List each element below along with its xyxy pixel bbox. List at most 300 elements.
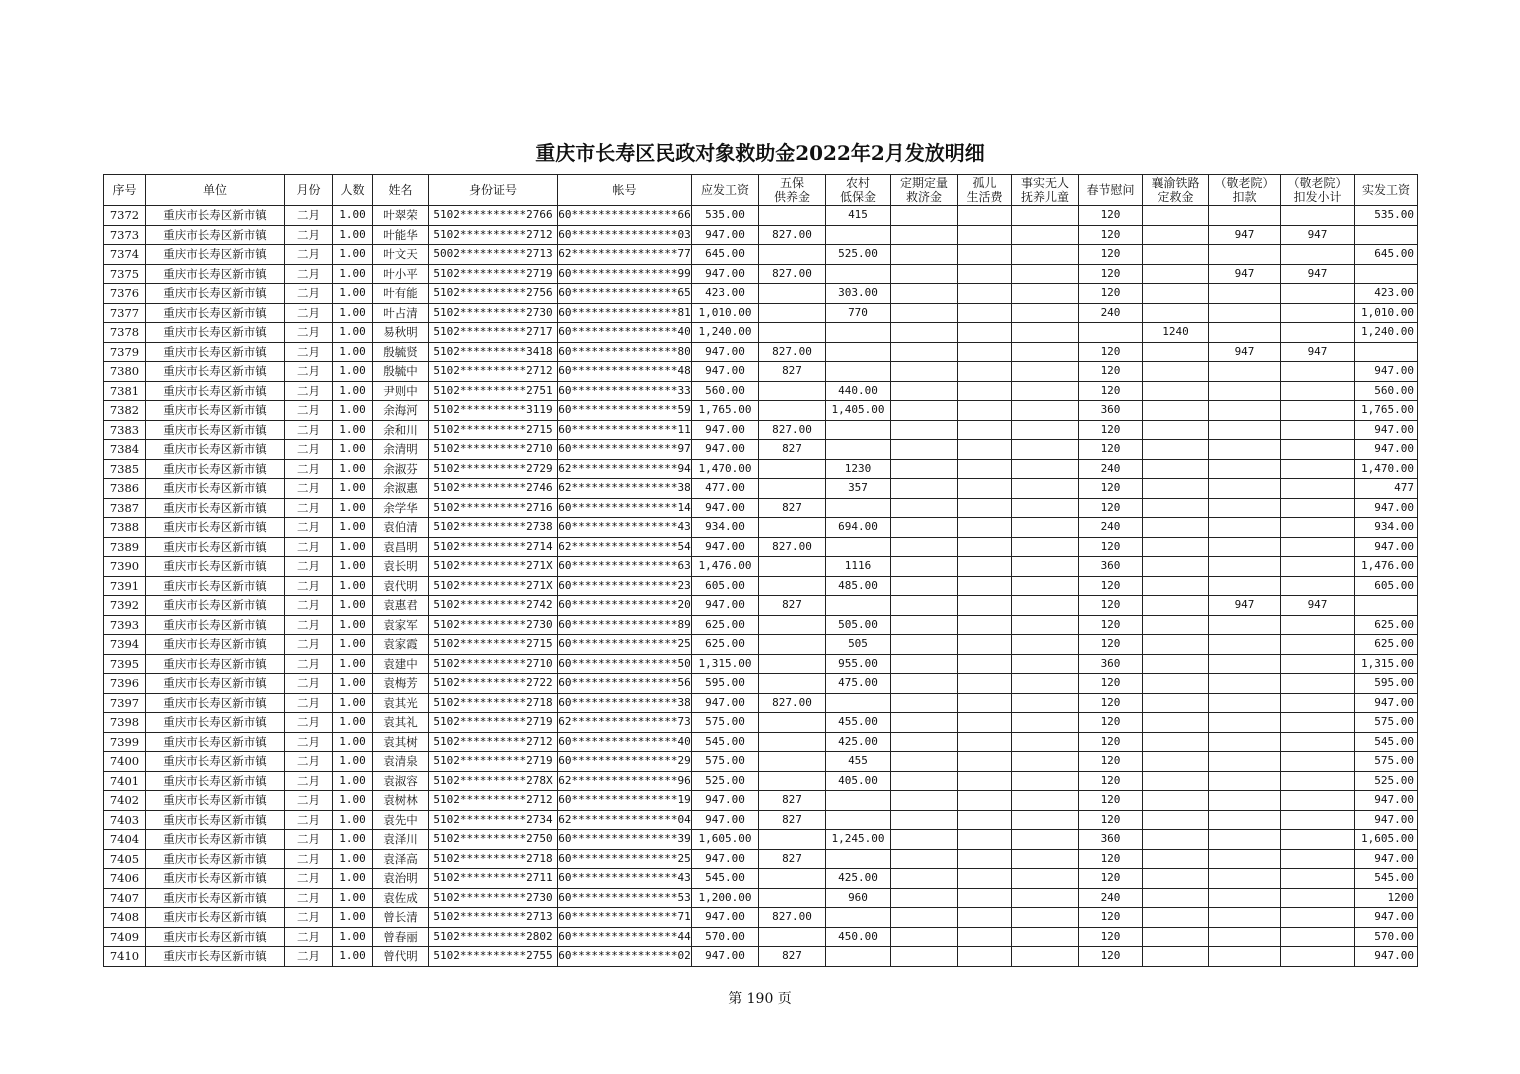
table-cell (891, 576, 958, 596)
table-cell: 曾代明 (373, 947, 429, 967)
table-row (104, 888, 1418, 908)
table-cell (759, 888, 826, 908)
table-cell (1281, 615, 1355, 635)
table-cell: 1.00 (333, 732, 373, 752)
table-cell: 重庆市长寿区新市镇 (146, 401, 285, 421)
table-cell: 重庆市长寿区新市镇 (146, 791, 285, 811)
table-cell: 二月 (285, 654, 333, 674)
table-cell: 947.00 (692, 849, 759, 869)
table-cell: 二月 (285, 732, 333, 752)
table-cell (891, 635, 958, 655)
table-cell: 余清明 (373, 440, 429, 460)
table-cell (1143, 869, 1209, 889)
table-row (104, 947, 1418, 967)
table-cell: 1,315.00 (692, 654, 759, 674)
table-cell (958, 791, 1012, 811)
table-cell: 827 (759, 498, 826, 518)
table-cell: 5102**********278X (429, 771, 558, 791)
table-cell: 二月 (285, 459, 333, 479)
table-row (104, 342, 1418, 362)
table-cell (1281, 245, 1355, 265)
table-cell (759, 401, 826, 421)
table-cell (1209, 635, 1281, 655)
table-cell: 62****************96 (558, 771, 692, 791)
table-cell (759, 732, 826, 752)
table-cell (1209, 713, 1281, 733)
table-cell (1281, 830, 1355, 850)
table-cell: 易秋明 (373, 323, 429, 343)
table-cell (891, 518, 958, 538)
table-cell: 重庆市长寿区新市镇 (146, 888, 285, 908)
table-cell (891, 557, 958, 577)
table-row (104, 537, 1418, 557)
table-cell: 120 (1079, 947, 1143, 967)
table-cell: 60****************71 (558, 908, 692, 928)
table-cell (1209, 674, 1281, 694)
table-cell (1143, 693, 1209, 713)
table-cell (759, 245, 826, 265)
table-cell (759, 459, 826, 479)
table-cell (1012, 342, 1079, 362)
table-cell (1209, 440, 1281, 460)
table-cell: 955.00 (826, 654, 891, 674)
table-cell: 5102**********2751 (429, 381, 558, 401)
table-cell: 120 (1079, 713, 1143, 733)
table-cell: 1.00 (333, 635, 373, 655)
table-cell: 二月 (285, 323, 333, 343)
table-cell: 7379 (104, 342, 146, 362)
table-row (104, 420, 1418, 440)
table-cell: 重庆市长寿区新市镇 (146, 869, 285, 889)
table-cell: 7375 (104, 264, 146, 284)
table-cell: 62****************54 (558, 537, 692, 557)
table-cell: 605.00 (1355, 576, 1418, 596)
table-cell: 5102**********2734 (429, 810, 558, 830)
column-header: 帐号 (558, 175, 692, 206)
table-cell: 5002**********2713 (429, 245, 558, 265)
table-cell: 60****************38 (558, 693, 692, 713)
table-cell (1209, 498, 1281, 518)
table-cell (1143, 303, 1209, 323)
table-cell (1355, 225, 1418, 245)
table-cell: 7397 (104, 693, 146, 713)
table-cell: 1,010.00 (1355, 303, 1418, 323)
table-cell: 525.00 (1355, 771, 1418, 791)
table-cell: 947.00 (1355, 908, 1418, 928)
table-cell (958, 245, 1012, 265)
table-cell (1143, 518, 1209, 538)
table-cell: 叶翠荣 (373, 206, 429, 226)
table-cell (1012, 323, 1079, 343)
table-cell: 重庆市长寿区新市镇 (146, 284, 285, 304)
table-cell (958, 615, 1012, 635)
table-cell: 60****************59 (558, 401, 692, 421)
table-cell (1012, 596, 1079, 616)
table-cell: 60****************53 (558, 888, 692, 908)
table-cell (891, 459, 958, 479)
table-cell: 947 (1209, 596, 1281, 616)
table-cell: 1.00 (333, 518, 373, 538)
table-cell: 60****************48 (558, 362, 692, 382)
table-cell: 947.00 (1355, 440, 1418, 460)
table-cell: 7380 (104, 362, 146, 382)
table-cell (1209, 849, 1281, 869)
table-cell: 1.00 (333, 284, 373, 304)
table-cell (826, 693, 891, 713)
table-cell (1143, 888, 1209, 908)
table-row (104, 830, 1418, 850)
table-cell (1209, 576, 1281, 596)
column-header: 农村 低保金 (826, 175, 891, 206)
table-cell: 827 (759, 440, 826, 460)
table-cell: 5102**********2742 (429, 596, 558, 616)
table-cell: 62****************73 (558, 713, 692, 733)
table-cell (958, 869, 1012, 889)
table-cell (958, 635, 1012, 655)
table-cell: 827.00 (759, 693, 826, 713)
table-cell (958, 810, 1012, 830)
table-cell: 重庆市长寿区新市镇 (146, 381, 285, 401)
table-cell (958, 440, 1012, 460)
table-cell: 7381 (104, 381, 146, 401)
column-header: 定期定量 救济金 (891, 175, 958, 206)
table-cell: 625.00 (1355, 615, 1418, 635)
table-cell (1143, 440, 1209, 460)
table-cell: 947 (1281, 225, 1355, 245)
table-cell (1143, 947, 1209, 967)
table-cell: 1.00 (333, 401, 373, 421)
table-cell (1209, 284, 1281, 304)
table-cell: 重庆市长寿区新市镇 (146, 303, 285, 323)
column-header: 实发工资 (1355, 175, 1418, 206)
table-cell (826, 420, 891, 440)
table-cell: 120 (1079, 771, 1143, 791)
table-row (104, 927, 1418, 947)
table-cell: 423.00 (1355, 284, 1418, 304)
table-cell: 1.00 (333, 908, 373, 928)
table-cell: 1.00 (333, 888, 373, 908)
table-cell: 60****************14 (558, 498, 692, 518)
table-cell: 5102**********2710 (429, 654, 558, 674)
table-cell: 423.00 (692, 284, 759, 304)
table-cell: 叶小平 (373, 264, 429, 284)
table-cell: 545.00 (1355, 732, 1418, 752)
table-cell (759, 654, 826, 674)
table-row (104, 635, 1418, 655)
table-cell (1281, 908, 1355, 928)
table-cell: 二月 (285, 557, 333, 577)
table-cell: 947.00 (1355, 791, 1418, 811)
table-cell (1209, 810, 1281, 830)
table-cell: 袁树林 (373, 791, 429, 811)
table-cell (1281, 927, 1355, 947)
table-cell: 7405 (104, 849, 146, 869)
table-cell: 二月 (285, 576, 333, 596)
table-cell: 934.00 (692, 518, 759, 538)
table-cell: 曾春丽 (373, 927, 429, 947)
table-cell: 60****************89 (558, 615, 692, 635)
table-cell: 1.00 (333, 498, 373, 518)
table-cell: 5102**********2716 (429, 498, 558, 518)
table-cell: 405.00 (826, 771, 891, 791)
table-cell (1012, 635, 1079, 655)
table-cell (958, 303, 1012, 323)
table-cell (1143, 245, 1209, 265)
table-cell: 120 (1079, 732, 1143, 752)
table-cell (891, 693, 958, 713)
table-cell (826, 537, 891, 557)
table-cell: 947.00 (692, 342, 759, 362)
table-cell: 595.00 (1355, 674, 1418, 694)
table-cell: 1.00 (333, 479, 373, 499)
table-cell (759, 615, 826, 635)
table-cell: 947.00 (692, 498, 759, 518)
table-cell: 5102**********2712 (429, 362, 558, 382)
table-cell (958, 771, 1012, 791)
table-cell (1281, 323, 1355, 343)
table-cell (958, 888, 1012, 908)
table-cell: 5102**********2717 (429, 323, 558, 343)
table-cell (826, 908, 891, 928)
table-cell: 360 (1079, 557, 1143, 577)
table-cell (1012, 693, 1079, 713)
table-row (104, 693, 1418, 713)
table-cell (1012, 518, 1079, 538)
table-cell: 477.00 (692, 479, 759, 499)
table-cell: 947 (1209, 264, 1281, 284)
table-cell: 重庆市长寿区新市镇 (146, 206, 285, 226)
table-cell (1012, 908, 1079, 928)
table-cell: 余学华 (373, 498, 429, 518)
table-cell: 360 (1079, 830, 1143, 850)
table-cell (1281, 518, 1355, 538)
table-cell: 560.00 (1355, 381, 1418, 401)
table-cell: 947.00 (1355, 537, 1418, 557)
table-cell (759, 518, 826, 538)
table-cell (1012, 752, 1079, 772)
table-cell (1012, 303, 1079, 323)
table-cell: 7401 (104, 771, 146, 791)
table-cell: 1,765.00 (1355, 401, 1418, 421)
table-cell: 827.00 (759, 264, 826, 284)
table-cell: 505.00 (826, 615, 891, 635)
table-cell: 425.00 (826, 732, 891, 752)
table-cell (759, 323, 826, 343)
column-header: 事实无人 抚养儿童 (1012, 175, 1079, 206)
table-cell: 827 (759, 362, 826, 382)
table-cell (1281, 401, 1355, 421)
table-cell: 827 (759, 791, 826, 811)
table-cell: 7393 (104, 615, 146, 635)
table-cell (1012, 615, 1079, 635)
table-cell: 7389 (104, 537, 146, 557)
table-cell (1012, 537, 1079, 557)
table-cell: 62****************77 (558, 245, 692, 265)
table-cell: 947.00 (692, 537, 759, 557)
table-cell (891, 752, 958, 772)
table-row (104, 362, 1418, 382)
table-cell: 5102**********2714 (429, 537, 558, 557)
table-cell: 1.00 (333, 440, 373, 460)
document-title: 重庆市长寿区民政对象救助金2022年2月发放明细 (535, 141, 985, 165)
table-cell (1143, 576, 1209, 596)
table-cell: 1.00 (333, 537, 373, 557)
table-cell: 5102**********2730 (429, 615, 558, 635)
table-cell: 袁家军 (373, 615, 429, 635)
table-row (104, 284, 1418, 304)
table-cell (1012, 225, 1079, 245)
table-cell: 5102**********2802 (429, 927, 558, 947)
table-cell: 7377 (104, 303, 146, 323)
table-cell: 947.00 (1355, 693, 1418, 713)
table-cell: 7383 (104, 420, 146, 440)
table-cell (1281, 440, 1355, 460)
table-cell: 5102**********2746 (429, 479, 558, 499)
table-cell: 袁梅芳 (373, 674, 429, 694)
table-cell: 60****************20 (558, 596, 692, 616)
table-cell (1143, 635, 1209, 655)
table-row (104, 849, 1418, 869)
table-cell (891, 674, 958, 694)
table-cell: 450.00 (826, 927, 891, 947)
table-row (104, 791, 1418, 811)
table-cell (1355, 342, 1418, 362)
table-cell: 二月 (285, 947, 333, 967)
table-cell: 5102**********2750 (429, 830, 558, 850)
table-row (104, 615, 1418, 635)
table-cell (958, 947, 1012, 967)
table-cell (759, 381, 826, 401)
table-cell: 7391 (104, 576, 146, 596)
table-cell: 625.00 (692, 615, 759, 635)
table-cell: 60****************65 (558, 284, 692, 304)
table-cell: 947.00 (692, 440, 759, 460)
table-cell (1281, 674, 1355, 694)
table-row (104, 303, 1418, 323)
table-cell: 947.00 (692, 264, 759, 284)
table-cell (826, 947, 891, 967)
table-cell: 425.00 (826, 869, 891, 889)
table-cell: 947.00 (692, 791, 759, 811)
table-cell: 947.00 (1355, 810, 1418, 830)
table-cell: 叶占清 (373, 303, 429, 323)
table-row (104, 518, 1418, 538)
table-cell (1143, 479, 1209, 499)
table-cell: 1.00 (333, 342, 373, 362)
table-cell: 7372 (104, 206, 146, 226)
table-cell: 重庆市长寿区新市镇 (146, 596, 285, 616)
table-cell (1012, 674, 1079, 694)
table-cell: 5102**********2766 (429, 206, 558, 226)
table-cell (958, 284, 1012, 304)
table-cell: 余海河 (373, 401, 429, 421)
table-cell (958, 498, 1012, 518)
table-cell: 7396 (104, 674, 146, 694)
column-header: 月份 (285, 175, 333, 206)
table-cell (891, 440, 958, 460)
table-cell (958, 225, 1012, 245)
table-cell: 二月 (285, 869, 333, 889)
table-cell (1281, 888, 1355, 908)
table-cell (1281, 732, 1355, 752)
table-cell: 二月 (285, 927, 333, 947)
table-cell: 1,405.00 (826, 401, 891, 421)
table-cell (1281, 362, 1355, 382)
table-cell (1209, 537, 1281, 557)
table-cell: 5102**********2730 (429, 888, 558, 908)
table-cell: 5102**********2710 (429, 440, 558, 460)
table-cell: 7409 (104, 927, 146, 947)
table-cell (1012, 420, 1079, 440)
table-cell (1012, 479, 1079, 499)
table-cell: 袁长明 (373, 557, 429, 577)
table-cell: 605.00 (692, 576, 759, 596)
table-cell (1012, 810, 1079, 830)
table-cell (891, 596, 958, 616)
table-cell: 827 (759, 810, 826, 830)
table-cell (958, 557, 1012, 577)
table-cell: 525.00 (826, 245, 891, 265)
table-cell: 重庆市长寿区新市镇 (146, 362, 285, 382)
table-cell: 袁清泉 (373, 752, 429, 772)
table-cell (958, 420, 1012, 440)
table-cell: 1,470.00 (692, 459, 759, 479)
table-cell: 7403 (104, 810, 146, 830)
table-cell: 二月 (285, 264, 333, 284)
table-cell: 120 (1079, 908, 1143, 928)
table-cell (826, 498, 891, 518)
table-row (104, 713, 1418, 733)
table-cell (759, 713, 826, 733)
table-cell (891, 927, 958, 947)
table-cell: 60****************44 (558, 927, 692, 947)
table-cell: 770 (826, 303, 891, 323)
column-header: （敬老院） 扣发小计 (1281, 175, 1355, 206)
table-cell: 重庆市长寿区新市镇 (146, 264, 285, 284)
table-cell (891, 479, 958, 499)
table-cell (1143, 908, 1209, 928)
table-cell: 重庆市长寿区新市镇 (146, 557, 285, 577)
table-cell: 7385 (104, 459, 146, 479)
table-cell (1209, 401, 1281, 421)
table-cell: 575.00 (692, 713, 759, 733)
table-cell: 120 (1079, 615, 1143, 635)
table-cell (1012, 459, 1079, 479)
table-cell: 1.00 (333, 459, 373, 479)
table-cell: 947 (1209, 225, 1281, 245)
table-cell (958, 927, 1012, 947)
table-cell: 694.00 (826, 518, 891, 538)
table-cell: 947.00 (692, 947, 759, 967)
table-cell: 827 (759, 849, 826, 869)
table-cell (1281, 479, 1355, 499)
table-cell (759, 206, 826, 226)
page-number: 第 190 页 (728, 991, 792, 1007)
table-cell: 120 (1079, 693, 1143, 713)
table-cell (1209, 927, 1281, 947)
table-cell: 重庆市长寿区新市镇 (146, 947, 285, 967)
table-cell: 535.00 (1355, 206, 1418, 226)
table-cell: 叶有能 (373, 284, 429, 304)
table-cell: 545.00 (1355, 869, 1418, 889)
table-cell: 袁其礼 (373, 713, 429, 733)
table-cell: 120 (1079, 498, 1143, 518)
table-cell: 947.00 (692, 596, 759, 616)
table-cell: 120 (1079, 635, 1143, 655)
table-cell: 二月 (285, 303, 333, 323)
table-cell: 120 (1079, 596, 1143, 616)
table-cell: 120 (1079, 342, 1143, 362)
